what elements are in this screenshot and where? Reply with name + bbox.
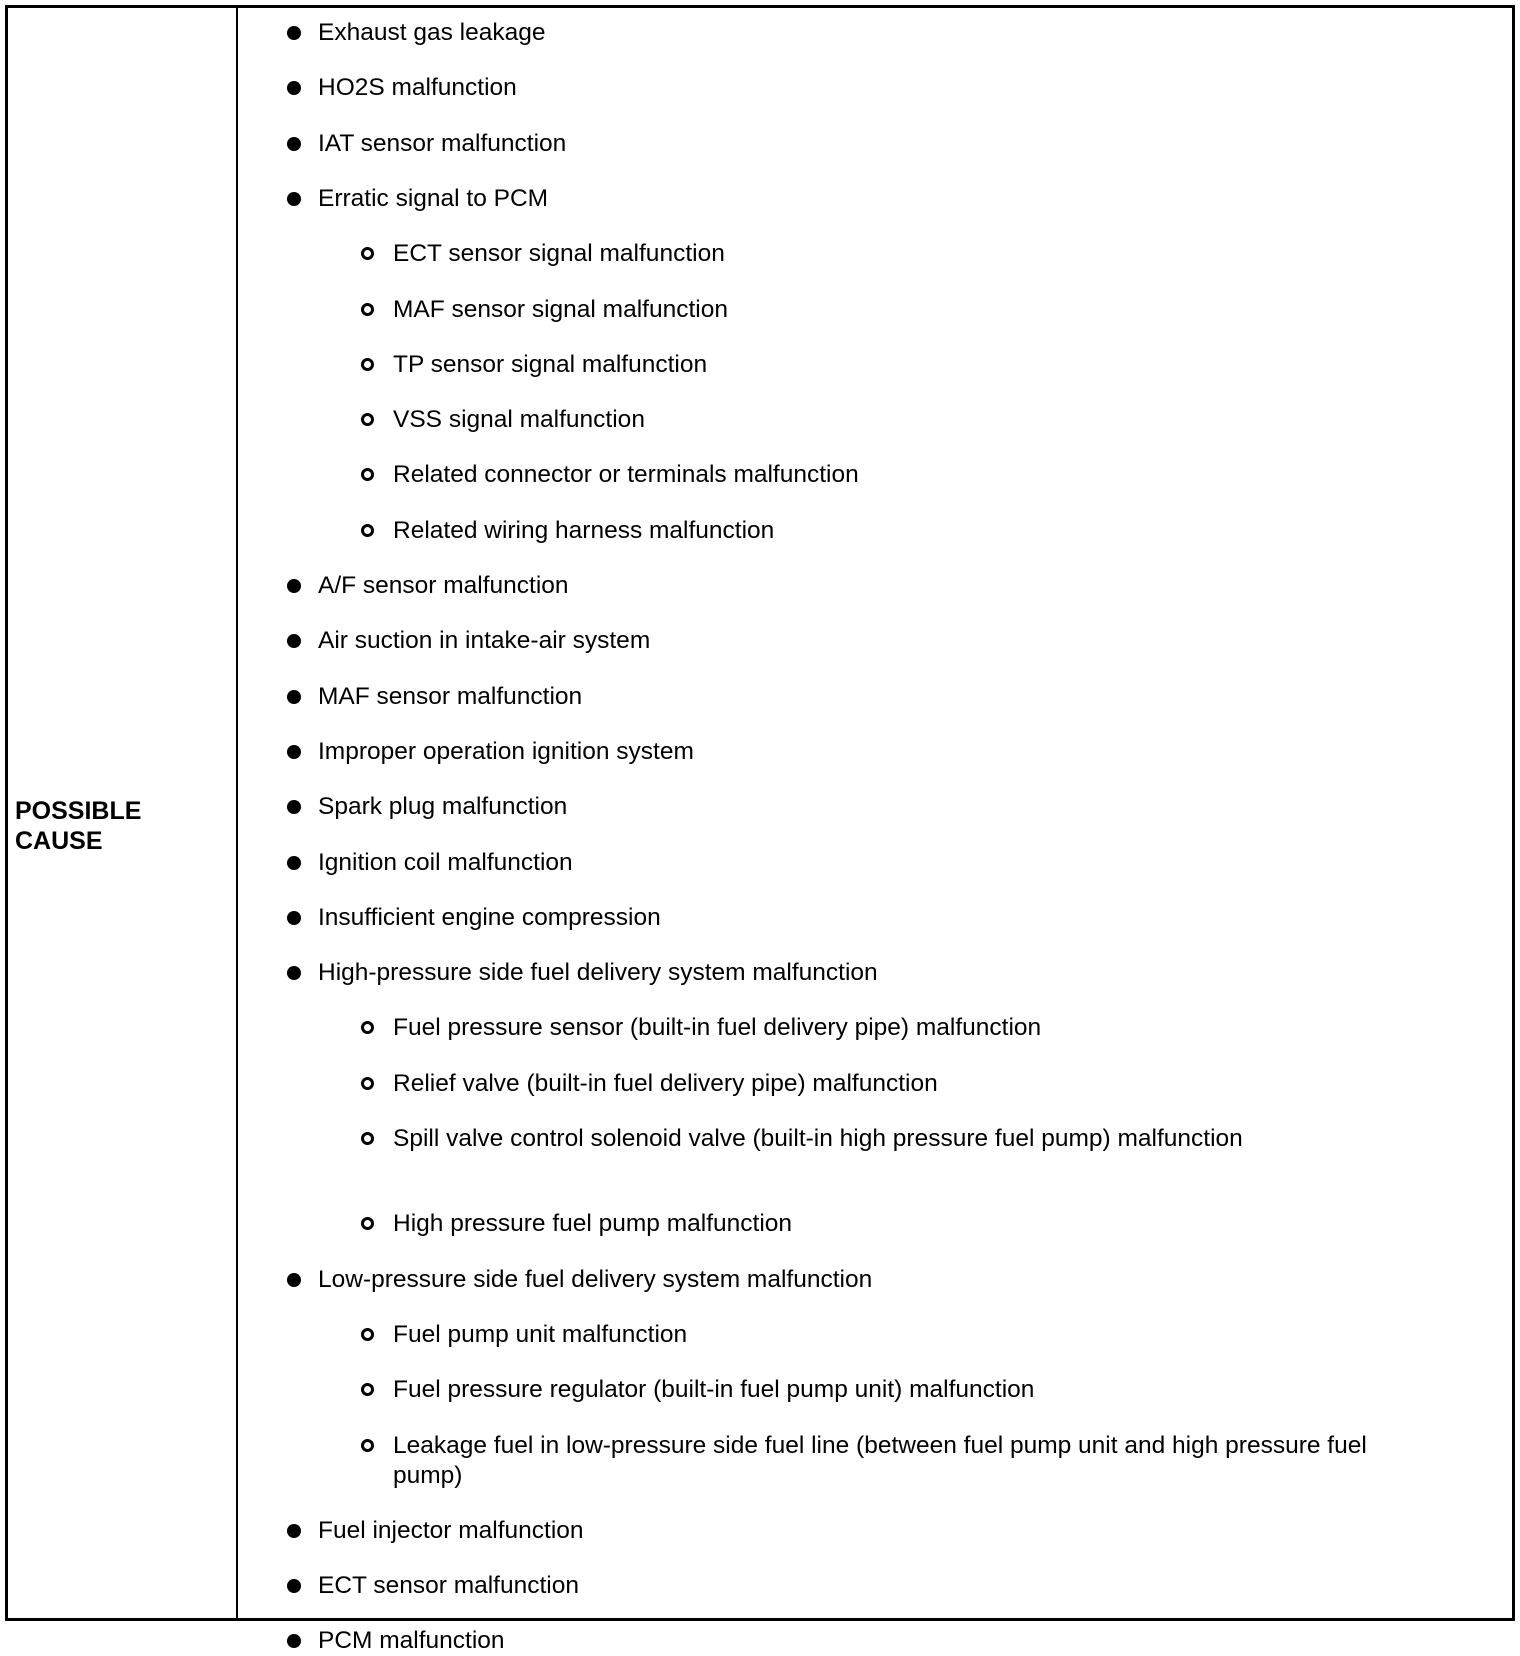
cause-item: Fuel injector malfunction — [318, 1516, 584, 1544]
bullet-hollow-icon — [361, 1383, 374, 1396]
cause-item: A/F sensor malfunction — [318, 572, 569, 599]
cause-subitem: Related connector or terminals malfunction — [393, 461, 859, 489]
bullet-filled-icon — [287, 966, 301, 980]
cause-subitem: Related wiring harness malfunction — [393, 516, 775, 544]
bullet-hollow-icon — [361, 1021, 374, 1034]
bullet-filled-icon — [287, 856, 301, 870]
cause-item: Improper operation ignition system — [318, 737, 694, 765]
cause-subitem: TP sensor signal malfunction — [393, 350, 708, 378]
bullet-filled-icon — [287, 634, 301, 648]
cause-subitem: Relief valve (built-in fuel delivery pipe) malfunction — [393, 1069, 938, 1097]
bullet-hollow-icon — [361, 468, 374, 481]
bullet-filled-icon — [287, 579, 301, 593]
cause-subitem: MAF sensor signal malfunction — [393, 295, 728, 323]
bullet-filled-icon — [287, 690, 301, 704]
cause-item: Insufficient engine compression — [318, 903, 661, 931]
bullet-filled-icon — [287, 800, 301, 814]
cause-item: Spark plug malfunction — [318, 793, 568, 821]
bullet-hollow-icon — [361, 524, 374, 537]
bullet-filled-icon — [287, 192, 301, 206]
bullet-hollow-icon — [361, 1439, 374, 1452]
cause-subitem: Fuel pressure sensor (built-in fuel delivery pipe) malfunction — [393, 1014, 1042, 1042]
cause-item: Air suction in intake-air system — [318, 627, 651, 655]
bullet-hollow-icon — [361, 1328, 374, 1341]
cause-item: MAF sensor malfunction — [318, 682, 583, 710]
bullet-hollow-icon — [361, 358, 374, 371]
cause-item: Low-pressure side fuel delivery system malfunction — [318, 1265, 873, 1293]
cause-subitem: VSS signal malfunction — [393, 406, 645, 434]
cause-subitem: Fuel pump unit malfunction — [393, 1320, 688, 1348]
cause-item: Erratic signal to PCM — [318, 184, 549, 212]
bullet-hollow-icon — [361, 1217, 374, 1230]
bullet-hollow-icon — [361, 1077, 374, 1090]
cause-item: HO2S malfunction — [318, 74, 517, 102]
bullet-filled-icon — [287, 1524, 301, 1538]
cause-list — [8, 8, 1512, 1655]
bullet-hollow-icon — [361, 413, 374, 426]
row-label: POSSIBLE CAUSE — [15, 797, 142, 855]
bullet-hollow-icon — [361, 1132, 374, 1145]
bullet-filled-icon — [287, 1579, 301, 1593]
cause-item: IAT sensor malfunction — [318, 129, 567, 157]
bullet-filled-icon — [287, 137, 301, 151]
bullet-hollow-icon — [361, 247, 374, 260]
cause-item: ECT sensor malfunction — [318, 1572, 579, 1600]
cause-subitem: ECT sensor signal malfunction — [393, 240, 725, 268]
bullet-filled-icon — [287, 81, 301, 95]
bullet-hollow-icon — [361, 303, 374, 316]
bullet-filled-icon — [287, 1273, 301, 1287]
cause-item: PCM malfunction — [318, 1627, 505, 1655]
cause-item: Ignition coil malfunction — [318, 848, 573, 876]
cause-subitem: Spill valve control solenoid valve (built-in high pressure fuel pump) malfunction — [393, 1125, 1243, 1152]
bullet-filled-icon — [287, 745, 301, 759]
bullet-filled-icon — [287, 26, 301, 40]
cause-subitem: High pressure fuel pump malfunction — [393, 1210, 793, 1238]
cause-subitem: Leakage fuel in low-pressure side fuel line (between fuel pump unit and high pressure fuel pump) — [393, 1431, 1367, 1489]
bullet-filled-icon — [287, 1634, 301, 1648]
bullet-filled-icon — [287, 911, 301, 925]
cause-subitem: Fuel pressure regulator (built-in fuel pump unit) malfunction — [393, 1376, 1035, 1404]
possible-cause-table — [5, 5, 1515, 1655]
cause-item: Exhaust gas leakage — [318, 19, 546, 46]
cause-item: High-pressure side fuel delivery system malfunction — [318, 959, 878, 987]
